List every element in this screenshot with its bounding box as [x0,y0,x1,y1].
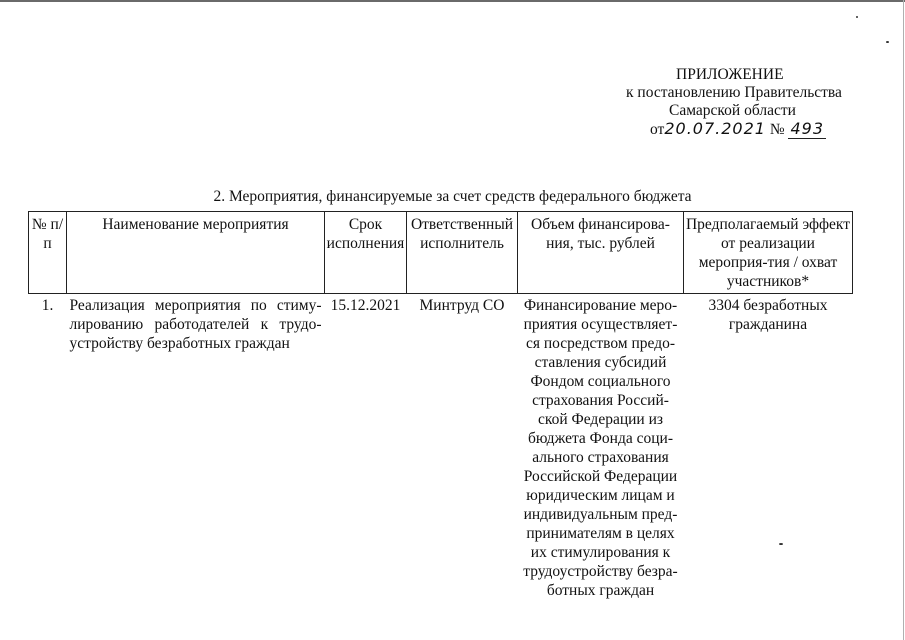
scan-speck [886,41,889,43]
measures-table [28,211,853,602]
number-prefix: № [769,121,785,138]
table-header-row [29,212,853,294]
appendix-date-line [650,120,826,139]
header-deadline: Срок исполнения [325,212,407,294]
scan-speck [856,16,858,18]
header-responsible: Ответственный исполнитель [407,212,518,294]
row-deadline: 15.12.2021 [330,297,401,314]
header-name: Наименование мероприятия [67,212,325,294]
header-effect: Предполагаемый эффект от реализации мероприя-тия / охват участников* [684,212,853,294]
handwritten-date: 20.07.2021 [664,119,766,138]
handwritten-number: 493 [790,119,825,138]
date-prefix: от [650,121,665,138]
scan-right-edge [903,0,904,640]
appendix-line-2: Самарской области [669,102,796,119]
row-effect: 3304 безработных гражданина [708,297,828,333]
header-num: № п/п [29,212,67,294]
header-funding: Объем финансирова-ния, тыс. рублей [518,212,684,294]
row-name: Реализация мероприятия по стиму-лированию работодателей к трудо-устройству безработных граждан [69,297,322,352]
row-funding: Финансирование меро-приятия осуществляет-ся посредством предо-ставления субсидий Фондом социального страхования Россий-ской Федерации из бюджета Фонда соци-ального страхования Российской Федерации юридическим лицам и индивидуальным пред-принимателям в целях их стимулирования к трудоустройству безра-ботных граждан [523,297,678,599]
row-num: 1. [41,297,54,314]
appendix-heading: ПРИЛОЖЕНИЕ [676,66,784,83]
section-title: 2. Мероприятия, финансируемые за счет средств федерального бюджета [213,188,692,205]
appendix-line-1: к постановлению Правительства [626,84,842,101]
scan-top-edge [0,0,905,2]
table-row [29,294,853,603]
row-responsible: Минтруд СО [419,297,505,314]
